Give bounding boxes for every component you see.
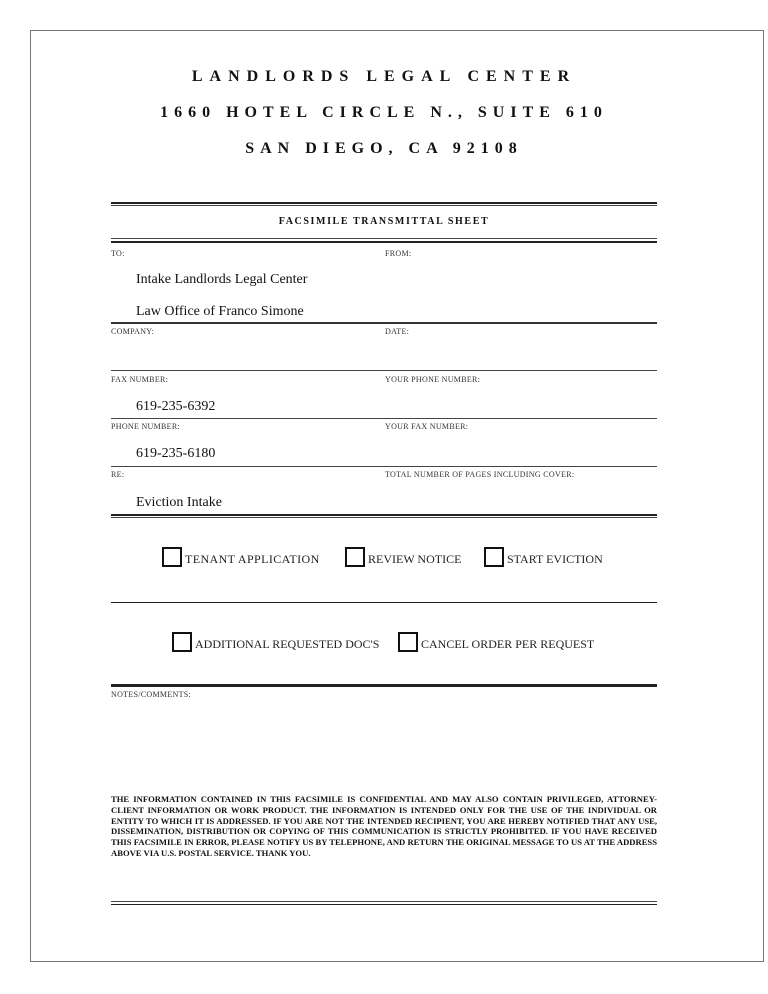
tenant-application-option[interactable] — [162, 547, 320, 567]
additional-docs-label: ADDITIONAL REQUESTED DOC'S — [195, 637, 380, 651]
your-fax-label: YOUR FAX NUMBER: — [385, 422, 469, 431]
footer-rule — [111, 904, 657, 905]
review-notice-option[interactable] — [345, 547, 461, 567]
office-name: LANDLORDS LEGAL CENTER — [191, 68, 577, 85]
phone-value[interactable]: 619-235-6180 — [136, 446, 216, 461]
footer-rule-thin — [111, 901, 657, 902]
title-bottom-rule-thick — [111, 241, 657, 243]
review-notice-label: REVIEW NOTICE — [368, 552, 462, 566]
re-value[interactable]: Eviction Intake — [136, 495, 222, 510]
fax-rule — [111, 418, 657, 419]
from-label: FROM: — [385, 249, 412, 258]
review-notice-checkbox[interactable] — [345, 547, 365, 567]
title-top-rule — [111, 202, 657, 204]
notes-label: NOTES/COMMENTS: — [111, 690, 192, 699]
office-address: 1660 HOTEL CIRCLE N., SUITE 610 — [160, 104, 608, 121]
phone-label: PHONE NUMBER: — [111, 422, 181, 431]
to-label: TO: — [111, 249, 125, 258]
your-phone-label: YOUR PHONE NUMBER: — [385, 375, 481, 384]
notes-rule — [111, 684, 657, 687]
cancel-order-checkbox[interactable] — [398, 632, 418, 652]
company-value[interactable]: Law Office of Franco Simone — [136, 304, 304, 319]
company-label: COMPANY: — [111, 327, 155, 336]
to-value[interactable]: Intake Landlords Legal Center — [136, 272, 308, 287]
tenant-application-label: TENANT APPLICATION — [185, 552, 320, 566]
date-label: DATE: — [385, 327, 410, 336]
additional-docs-checkbox[interactable] — [172, 632, 192, 652]
start-eviction-label: START EVICTION — [507, 552, 603, 566]
office-city: SAN DIEGO, CA 92108 — [245, 140, 523, 157]
company-rule — [111, 322, 657, 324]
fax-value[interactable]: 619-235-6392 — [136, 399, 216, 414]
pages-label: TOTAL NUMBER OF PAGES INCLUDING COVER: — [385, 470, 575, 479]
form-title: FACSIMILE TRANSMITTAL SHEET — [278, 216, 490, 227]
title-bottom-rule — [111, 238, 657, 239]
start-eviction-option[interactable] — [484, 547, 603, 567]
date-rule — [111, 370, 657, 371]
phone-rule — [111, 466, 657, 467]
re-rule-thin — [111, 517, 657, 518]
re-rule — [111, 514, 657, 516]
fax-label: FAX NUMBER: — [111, 375, 169, 384]
checkbox-divider — [111, 602, 657, 603]
re-label: RE: — [111, 470, 125, 479]
cancel-order-label: CANCEL ORDER PER REQUEST — [421, 637, 595, 651]
title-top-rule-thin — [111, 205, 657, 206]
cancel-order-option[interactable] — [398, 632, 594, 652]
confidentiality-disclaimer: THE INFORMATION CONTAINED IN THIS FACSIMILE IS CONFIDENTIAL AND MAY ALSO CONTAIN PRIVILEGED, ATTORNEY-CLIENT INFORMATION OR WORK PRODUCT. THE INFORMATION IS INTENDED ONLY FOR THE USE OF THE INDIVIDUAL OR ENTITY TO WHICH IT IS ADDRESSED. IF YOU ARE NOT THE INTENDED RECIPIENT, YOU ARE HEREBY NOTIFIED THAT ANY USE, DISSEMINATION, DISTRIBUTION OR COPYING OF THIS COMMUNICATION IS STRICTLY PROHIBITED. IF YOU HAVE RECEIVED THIS FACSIMILE IN ERROR, PLEASE NOTIFY US BY TELEPHONE, AND RETURN THE ORIGINAL MESSAGE TO US AT THE ADDRESS ABOVE VIA U.S. POSTAL SERVICE. THANK YOU. — [111, 794, 657, 858]
tenant-application-checkbox[interactable] — [162, 547, 182, 567]
additional-docs-option[interactable] — [172, 632, 379, 652]
start-eviction-checkbox[interactable] — [484, 547, 504, 567]
